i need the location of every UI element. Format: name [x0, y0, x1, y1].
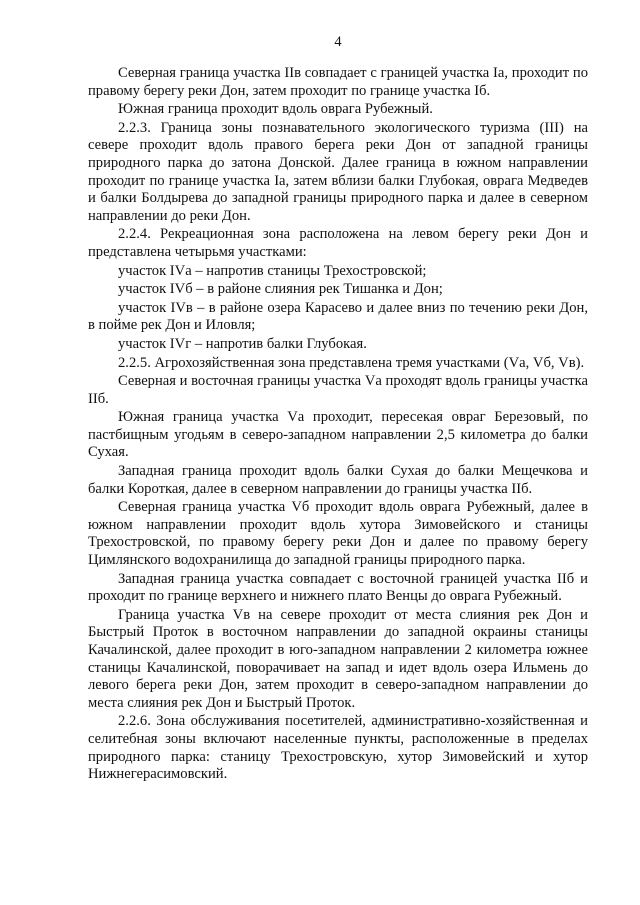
- paragraph-south-boundary: Южная граница проходит вдоль оврага Рубежный.: [118, 101, 433, 118]
- list-item-ivb: участок IVб – в районе слияния рек Тишанка и Дон;: [118, 281, 443, 298]
- paragraph-2-2-6: 2.2.6. Зона обслуживания посетителей, административно-хозяйственная и селитебная зоны включают населенные пункты, расположенные в пределах природного парка: станицу Трехостровскую, хутор Зимовейский и хутор Нижнегерасимовский.: [88, 713, 588, 783]
- paragraph-north-boundary-iiv: Северная граница участка IIв совпадает с границей участка Iа, проходит по правому берегу реки Дон, затем проходит по границе участка Iб.: [88, 65, 588, 99]
- page-number: 4: [334, 34, 342, 50]
- paragraph-2-2-4: 2.2.4. Рекреационная зона расположена на левом берегу реки Дон и представлена четырьмя участками:: [88, 226, 588, 260]
- list-item-ivg: участок IVг – напротив балки Глубокая.: [118, 335, 367, 352]
- list-item-iva: участок IVа – напротив станицы Трехостровской;: [118, 262, 427, 279]
- paragraph-va-north-east: Северная и восточная границы участка Vа проходят вдоль границы участка IIб.: [88, 373, 588, 407]
- paragraph-vb-west: Западная граница участка совпадает с восточной границей участка IIб и проходит по границе верхнего и нижнего плато Венцы до оврага Рубежный.: [88, 570, 588, 605]
- paragraph-va-south: Южная граница участка Vа проходит, пересекая овраг Березовый, по пастбищным угодьям в северо-западном направлении 2,5 километра до балки Сухая.: [88, 409, 588, 461]
- paragraph-vv-boundary: Граница участка Vв на севере проходит от места слияния рек Дон и Быстрый Проток в восточном направлении до западной окраины станицы Качалинской, далее проходит в юго-западном направлении 2 километра южнее станицы Качалинской, поворачивает на запад и идет вдоль озера Ильмень до левого берега реки Дон, затем проходит в северо-западном направлении до места слияния рек Дон и Быстрый Проток.: [88, 606, 588, 711]
- paragraph-va-west: Западная граница проходит вдоль балки Сухая до балки Мещечкова и балки Короткая, далее в северном направлении до границы участка IIб.: [88, 463, 588, 497]
- paragraph-2-2-3: 2.2.3. Граница зоны познавательного экологического туризма (III) на севере проходит вдоль правого берега реки Дон от западной границы природного парка до затона Донской. Далее граница в южном направлении проходит по границе участка Iа, затем вблизи балки Глубокая, оврага Медведев и балки Болдырева до западной границы природного парка и далее в северном направлении до реки Дон.: [88, 119, 588, 224]
- paragraph-vb-north: Северная граница участка Vб проходит вдоль оврага Рубежный, далее в южном направлении проходит вдоль хутора Зимовейского и станицы Трехостровской, по правому берегу реки Дон и далее по правому берегу Цимлянского водохранилища до западной границы природного парка.: [88, 499, 588, 569]
- list-item-ivv: участок IVв – в районе озера Карасево и далее вниз по течению реки Дон, в пойме рек Дон и Иловля;: [88, 299, 588, 334]
- paragraph-2-2-5: 2.2.5. Агрохозяйственная зона представлена тремя участками (Vа, Vб, Vв).: [118, 354, 585, 371]
